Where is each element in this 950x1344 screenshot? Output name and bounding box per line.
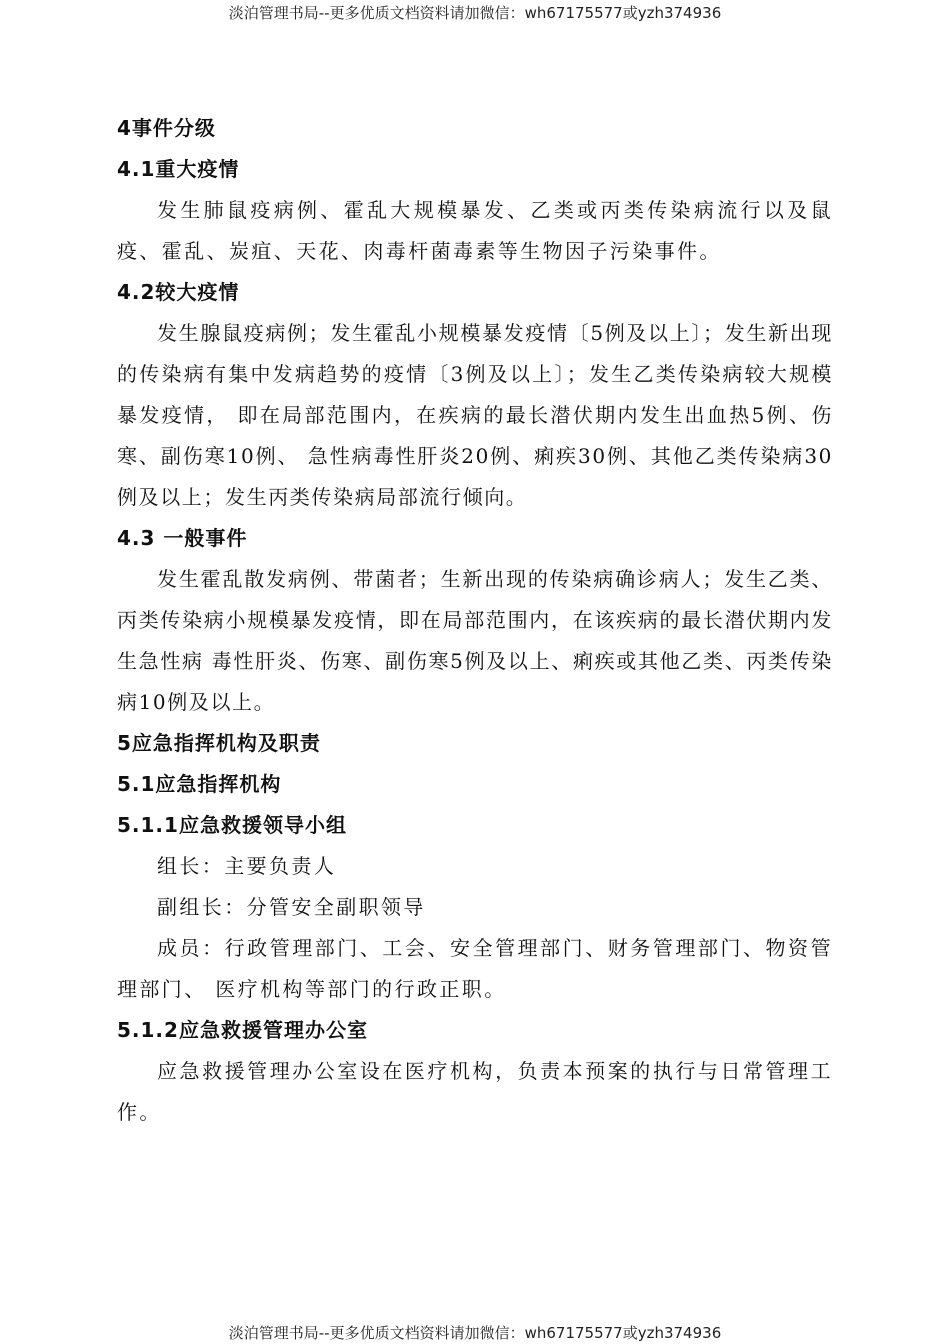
leader-line: 组长：主要负责人 xyxy=(157,854,337,878)
paragraph-5-1-2: 应急救援管理办公室设在医疗机构，负责本预案的执行与日常管理工作。 xyxy=(117,1059,833,1124)
heading-5-1-2: 5.1.2应急救援管理办公室 xyxy=(117,1018,368,1042)
watermark-header: 淡泊管理书局--更多优质文档资料请加微信：wh67175577或yzh374936 xyxy=(228,4,722,22)
heading-5-1-1: 5.1.1应急救援领导小组 xyxy=(117,813,347,837)
paragraph-4-2: 发生腺鼠疫病例；发生霍乱小规模暴发疫情〔5例及以上〕；发生新出现的传染病有集中发病趋势的疫情〔3例及以上〕；发生乙类传染病较大规模暴发疫情， 即在局部范围内，在疾病的最长潜伏期内发生出血热5例、伤寒、副伤寒10例、 急性病毒性肝炎20例、痢疾30例、其他乙类传染病30例及以上；发生丙类传染病局部流行倾向。 xyxy=(117,321,833,509)
heading-4: 4事件分级 xyxy=(117,116,216,140)
paragraph-4-3: 发生霍乱散发病例、带菌者；生新出现的传染病确诊病人；发生乙类、丙类传染病小规模暴发疫情，即在局部范围内，在该疾病的最长潜伏期内发生急性病 毒性肝炎、伤寒、副伤寒5例及以上、痢疾或其他乙类、丙类传染病10例及以上。 xyxy=(117,567,833,714)
heading-5: 5应急指挥机构及职责 xyxy=(117,731,321,755)
deputy-leader-line: 副组长：分管安全副职领导 xyxy=(157,895,426,919)
heading-4-2: 4.2较大疫情 xyxy=(117,280,240,304)
members-paragraph: 成员：行政管理部门、工会、安全管理部门、财务管理部门、物资管理部门、 医疗机构等部门的行政正职。 xyxy=(117,936,833,1001)
heading-4-3: 4.3 一般事件 xyxy=(117,526,248,550)
heading-4-1: 4.1重大疫情 xyxy=(117,157,240,181)
document-body xyxy=(117,108,833,1133)
heading-5-1: 5.1应急指挥机构 xyxy=(117,772,282,796)
paragraph-4-1: 发生肺鼠疫病例、霍乱大规模暴发、乙类或丙类传染病流行以及鼠疫、霍乱、炭疽、天花、肉毒杆菌毒素等生物因子污染事件。 xyxy=(117,198,833,263)
watermark-footer: 淡泊管理书局--更多优质文档资料请加微信：wh67175577或yzh374936 xyxy=(228,1324,722,1342)
